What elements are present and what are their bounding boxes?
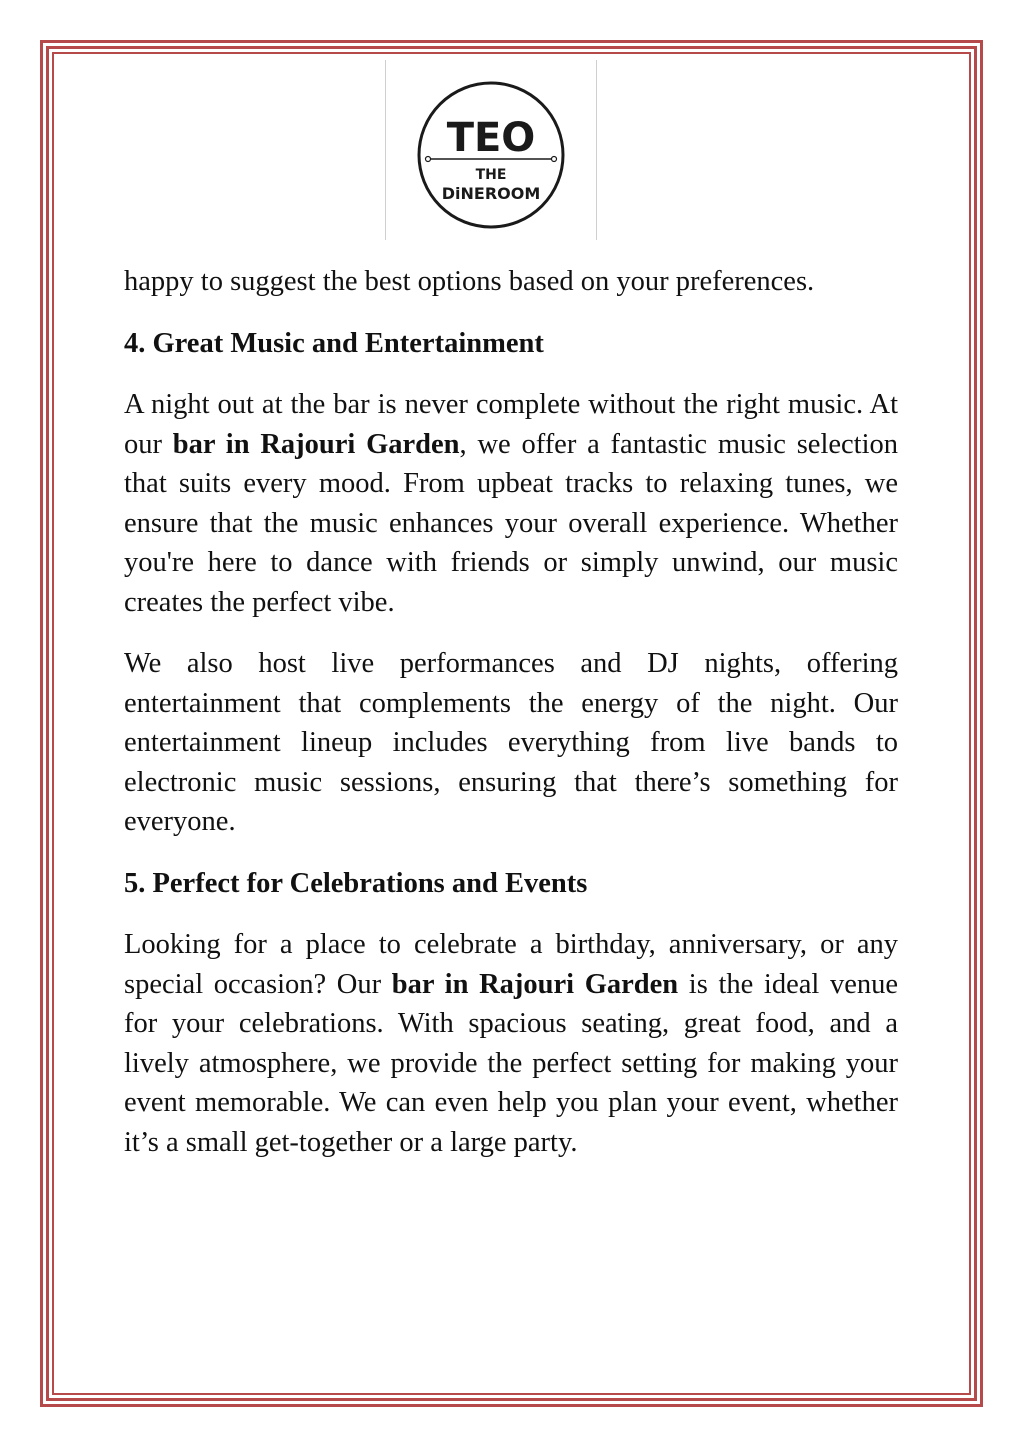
music-keyword-bold: bar in Rajouri Garden xyxy=(172,428,460,460)
logo-line3-text: DiNEROOM xyxy=(441,184,541,203)
music-text-a: A night out at the bar is never complete without the right music. At our xyxy=(124,389,898,460)
heading-events: 5. Perfect for Celebrations and Events xyxy=(124,867,588,899)
music-text-b: , we offer a fantastic music selection that suits every mood. From upbeat tracks to relaxing tunes, we ensure that the music enhances your overall experience. Whether you're here to dance with friends or simply unwind, our music creates the perfect vibe. xyxy=(124,428,898,618)
events-text-b: is the ideal venue for your celebrations. With spacious seating, great food, and a lively atmosphere, we provide the perfect setting for making your event memorable. We can even help you plan your event, whether it’s a small get-together or a large party. xyxy=(124,968,899,1158)
events-paragraph xyxy=(124,925,898,1162)
logo-line2-text: THE xyxy=(475,167,507,183)
intro-paragraph: happy to suggest the best options based on your preferences. xyxy=(124,266,815,297)
teo-logo xyxy=(415,79,567,231)
logo-divider-right xyxy=(596,60,597,240)
events-text-a: Looking for a place to celebrate a birthday, anniversary, or any special occasion? Our xyxy=(124,929,898,1000)
document-body xyxy=(124,262,898,1184)
music-paragraph-2: We also host live performances and DJ nights, offering entertainment that complements the energy of the night. Our entertainment lineup includes everything from live bands to electronic music sessions, ensuring that there’s something for everyone. xyxy=(124,648,898,837)
logo-divider-left xyxy=(385,60,386,240)
logo-brand-text: TEO xyxy=(446,115,536,161)
header-logo-area xyxy=(384,60,598,242)
events-keyword-bold: bar in Rajouri Garden xyxy=(391,968,679,1000)
music-paragraph-1 xyxy=(124,385,898,622)
heading-music: 4. Great Music and Entertainment xyxy=(124,327,544,359)
